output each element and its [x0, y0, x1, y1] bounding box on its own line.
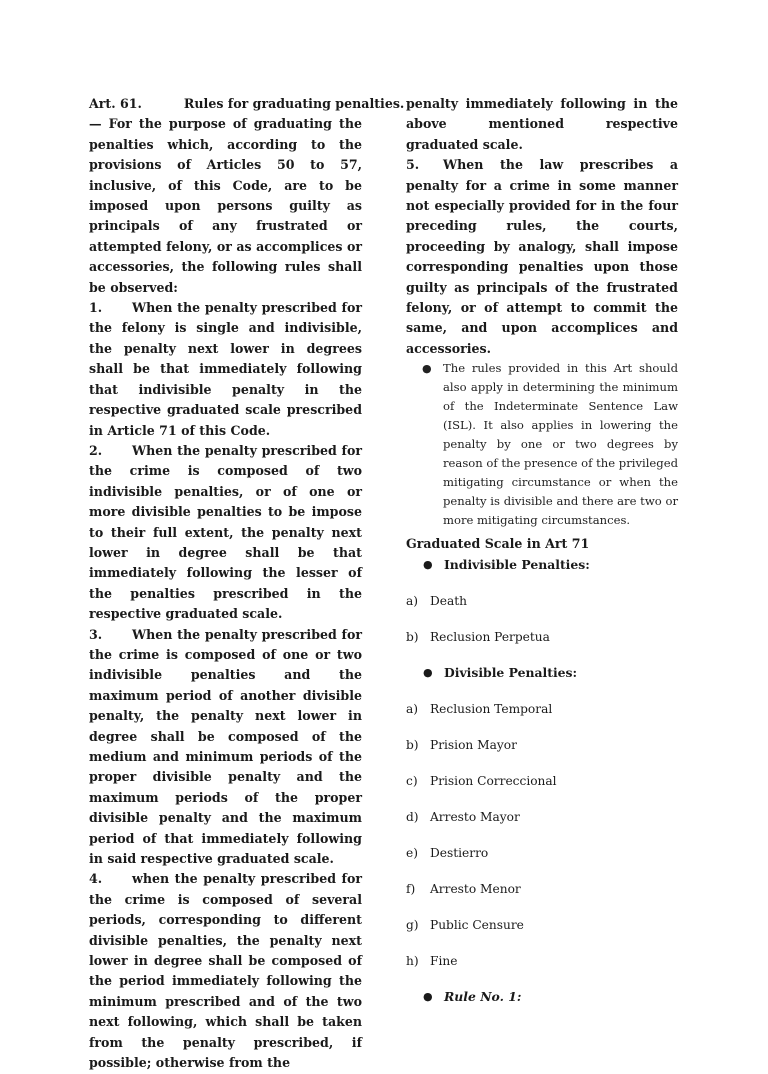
- scale-item: [406, 591, 678, 611]
- scale-item: [406, 735, 678, 755]
- item-letter: d): [406, 809, 419, 824]
- item-letter: b): [406, 737, 419, 752]
- item-name: Arresto Menor: [430, 881, 521, 896]
- item-name: Prision Correccional: [430, 773, 557, 788]
- rule-text: When the law prescribes a penalty for a crime in some manner not especially provided for in the four preceding rules, the courts, proceeding by analogy, shall impose corresponding penalties upon those guilty as principals of the frustrated felony, or of attempt to commit the same, and upon accomplices and accessories.: [406, 157, 678, 356]
- scale-item: [406, 807, 678, 827]
- item-letter: b): [406, 629, 419, 644]
- item-name: Public Censure: [430, 917, 524, 932]
- item-name: Death: [430, 593, 467, 608]
- item-letter: a): [406, 593, 419, 608]
- rule-paragraph-5: [406, 155, 678, 359]
- item-name: Prision Mayor: [430, 737, 517, 752]
- article-intro: — For the purpose of graduating the penalties which, according to the provisions of Articles 50 to 57, inclusive, of this Code, are to be imposed upon persons guilty as principals of any frustrated or attempted felony, or as accomplices or accessories, the following rules shall be observed:: [89, 116, 362, 295]
- item-name: Reclusion Temporal: [430, 701, 553, 716]
- item-letter: a): [406, 701, 419, 716]
- rule-number: 5.: [406, 157, 420, 173]
- article-number: Art. 61.: [89, 96, 142, 111]
- rule-number: 1.: [89, 300, 103, 316]
- bullet-icon: ●: [423, 557, 433, 571]
- rule-no-1-heading: ● Rule No. 1:: [406, 987, 678, 1007]
- scale-item: [406, 951, 678, 971]
- item-name: Fine: [430, 953, 458, 968]
- rule-text: When the penalty prescribed for the crime is composed of two indivisible penalties, or of one or more divisible penalties to be impose to their full extent, the penalty next lower in degree shall be that immediately following the lesser of the penalties prescribed in the respective graduated scale.: [89, 442, 362, 622]
- scale-item: [406, 699, 678, 719]
- item-name: Reclusion Perpetua: [430, 629, 550, 644]
- bullet-icon: ●: [423, 665, 433, 679]
- rule-text: When the penalty prescribed for the felony is single and indivisible, the penalty next lower in degrees shall be that immediately following that indivisible penalty in the respective graduated scale prescribed in Article 71 of this Code.: [89, 300, 362, 438]
- rule-number: 2.: [89, 442, 103, 458]
- right-column: [406, 94, 678, 1007]
- rule-number: 4.: [89, 871, 103, 887]
- indivisible-heading: ● Indivisible Penalties:: [406, 555, 678, 575]
- item-letter: f): [406, 881, 416, 896]
- rule-paragraph-4: [89, 869, 362, 1073]
- note-item: [422, 359, 678, 530]
- bullet-icon: ●: [422, 362, 432, 376]
- divisible-heading: ● Divisible Penalties:: [406, 663, 678, 683]
- left-column: [89, 94, 405, 1074]
- rule-paragraph-2: [89, 441, 362, 625]
- item-letter: c): [406, 773, 418, 788]
- rule-text: When the penalty prescribed for the crime is composed of one or two indivisible penalties and the maximum period of another divisible penalty, the penalty next lower in degree shall be composed of the medium and minimum periods of the proper divisible penalty and the maximum periods of the proper divisible penalty and the maximum period of that immediately following in said respective graduated scale.: [89, 626, 362, 867]
- rule-number: 3.: [89, 626, 103, 642]
- item-name: Destierro: [430, 845, 489, 860]
- rule-paragraph-1: [89, 298, 362, 441]
- bullet-icon: ●: [423, 989, 433, 1003]
- article-title: Rules for graduating penalties.: [183, 96, 405, 111]
- scale-item: [406, 771, 678, 791]
- article-heading: [89, 94, 405, 114]
- scale-item: [406, 843, 678, 863]
- scale-item: [406, 915, 678, 935]
- scale-title: Graduated Scale in Art 71: [406, 536, 590, 552]
- rule-text: when the penalty prescribed for the crime is composed of several periods, corresponding to different divisible penalties, the penalty next lower in degree shall be composed of the period immediately following the minimum prescribed and of the two next following, which shall be taken from the penalty prescribed, if possible; otherwise from the: [89, 871, 362, 1071]
- scale-item: [406, 879, 678, 899]
- scale-item: [406, 627, 678, 647]
- item-letter: e): [406, 845, 418, 860]
- continuation-text: penalty immediately following in the above mentioned respective graduated scale.: [406, 96, 678, 152]
- item-name: Arresto Mayor: [430, 809, 520, 824]
- note-text: The rules provided in this Art should also apply in determining the minimum of the Indeterminate Sentence Law (ISL). It also applies in lowering the penalty by one or two degrees by reason of the presence of the privileged mitigating circumstance or when the penalty is divisible and there are two or more mitigating circumstances.: [443, 361, 678, 528]
- rule-paragraph-3: [89, 625, 362, 870]
- note-list: [406, 359, 678, 530]
- item-letter: h): [406, 953, 419, 968]
- item-letter: g): [406, 917, 419, 932]
